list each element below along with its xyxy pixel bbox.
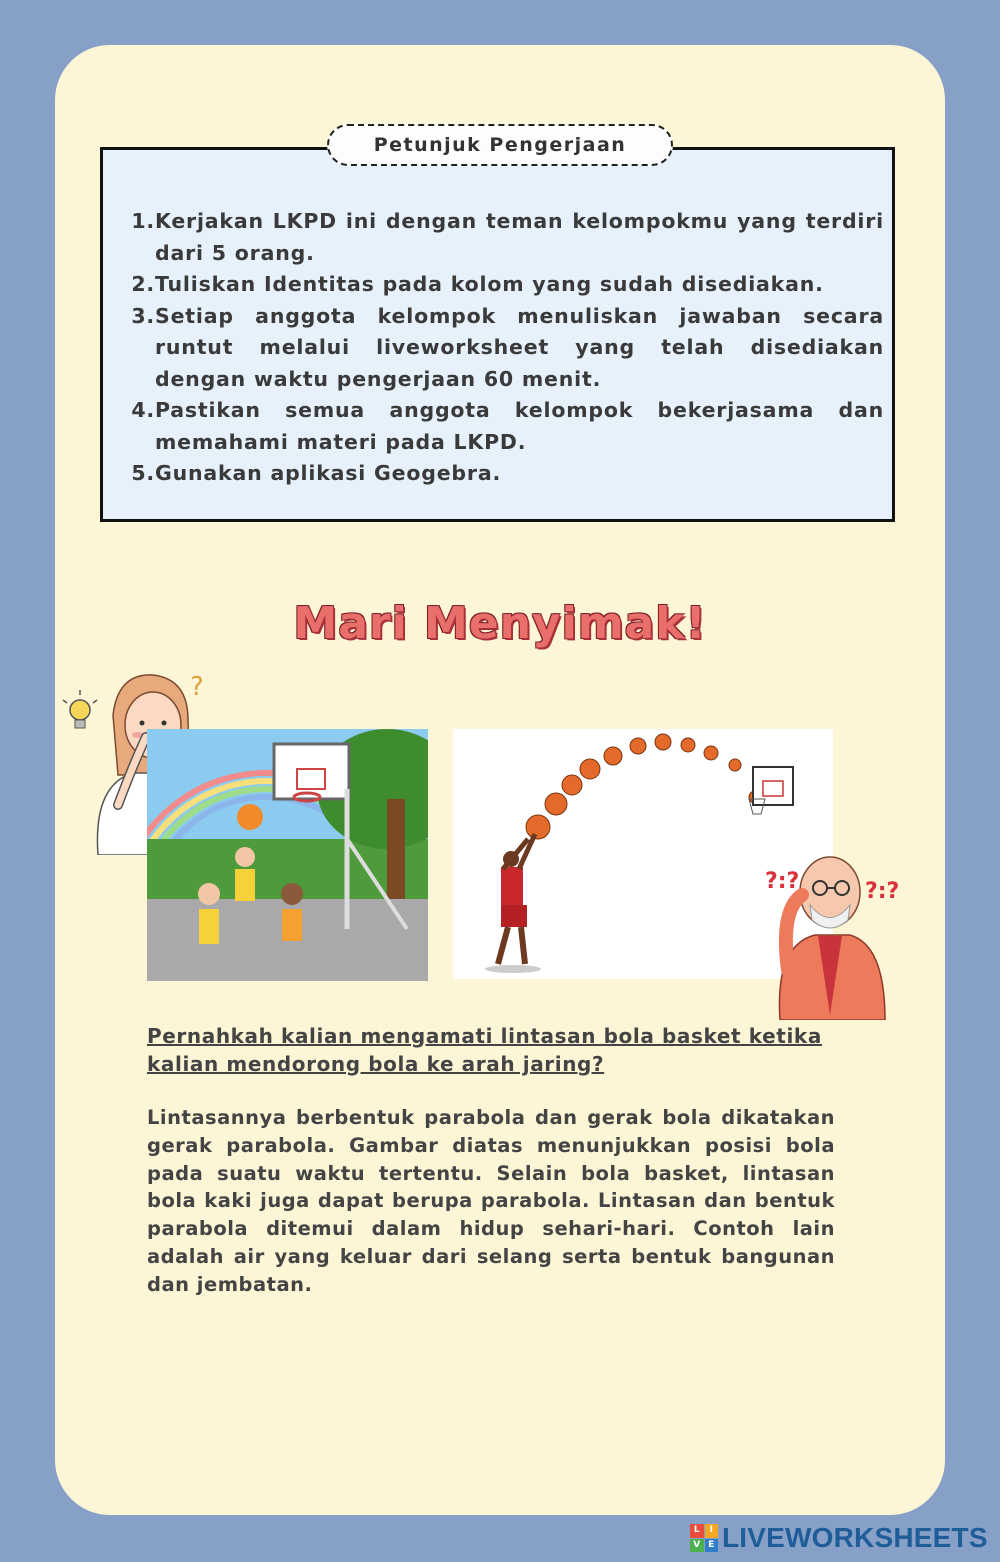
list-item: 4. Pastikan semua anggota kelompok bekerjasama dan memahami materi pada LKPD. bbox=[131, 398, 884, 454]
liveworksheets-logo[interactable] bbox=[690, 1520, 988, 1556]
instructions-list bbox=[128, 206, 884, 490]
liveworksheets-icon: L I V E bbox=[690, 1524, 718, 1552]
list-item: 2. Tuliskan Identitas pada kolom yang sudah disediakan. bbox=[131, 272, 824, 296]
instructions-title: Petunjuk Pengerjaan bbox=[327, 124, 673, 166]
explanation-paragraph: Lintasannya berbentuk parabola dan gerak bola dikatakan gerak parabola. Gambar diatas menunjukkan posisi bola pada suatu waktu tertentu. Selain bola basket, lintasan bola kaki juga dapat berupa parabola. Lintasan dan bentuk parabola ditemui dalam hidup sehari-hari. Contoh lain adalah air yang keluar dari selang serta bentuk bangunan dan jembatan. bbox=[147, 1106, 835, 1296]
list-item: 5. Gunakan aplikasi Geogebra. bbox=[131, 461, 502, 485]
confused-old-man-illustration bbox=[760, 850, 900, 1020]
kids-basketball-photo bbox=[147, 729, 428, 981]
lightbulb-icon bbox=[63, 690, 97, 728]
question-mark-icon: ? bbox=[190, 672, 204, 702]
list-item: 3. Setiap anggota kelompok menuliskan jawaban secara runtut melalui liveworksheet yang telah disediakan dengan waktu pengerjaan 60 menit. bbox=[131, 303, 884, 391]
question-text: Pernahkah kalian mengamati lintasan bola basket ketika kalian mendorong bola ke arah jaring? bbox=[147, 1024, 822, 1076]
section-heading: Mari Menyimak! bbox=[293, 598, 707, 649]
liveworksheets-wordmark: LIVEWORKSHEETS bbox=[722, 1522, 988, 1553]
question-marks-right-icon: ?:? bbox=[865, 879, 900, 904]
question-marks-left-icon: ?:? bbox=[765, 869, 800, 894]
list-item: 1. Kerjakan LKPD ini dengan teman kelompokmu yang terdiri dari 5 orang. bbox=[131, 209, 884, 265]
